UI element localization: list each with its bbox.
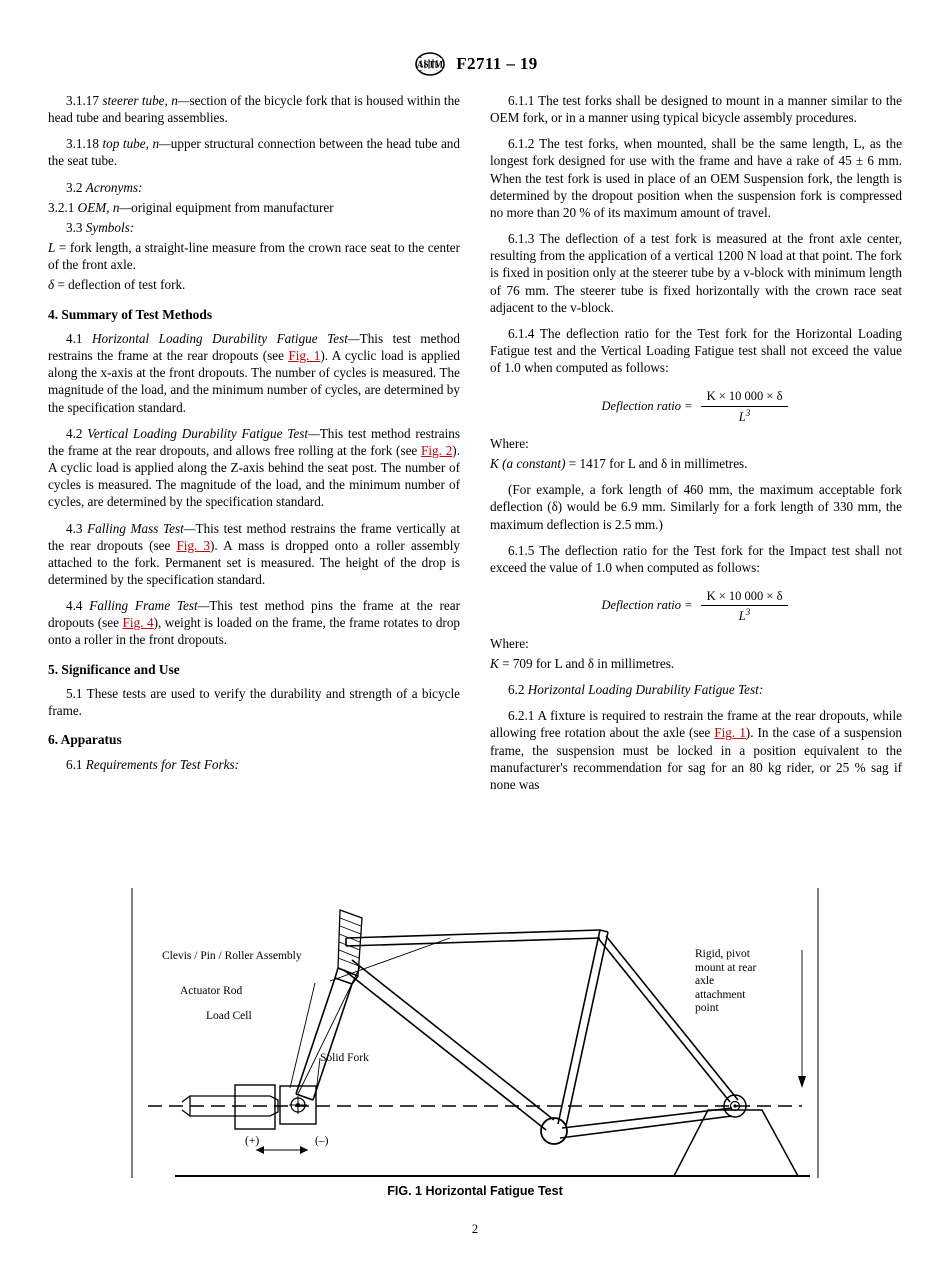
para-text-b: ). A cyclic load is applied along the x-axis at the front dropouts. The number of cycles is measured. The magnitude of the load, and the minimum number of cycles, are determined by the specification standard. xyxy=(48,348,460,415)
para-number: 4.3 xyxy=(66,520,83,536)
right-column xyxy=(490,92,902,802)
para-number: 3.2.1 xyxy=(48,199,75,215)
figure-1-caption: FIG. 1 Horizontal Fatigue Test xyxy=(387,1184,563,1198)
symbol-text: = deflection of test fork. xyxy=(54,277,186,293)
where-label-1: Where: xyxy=(490,436,529,451)
para-text-a: This test method pins the frame at the rear dropouts (see xyxy=(48,598,460,631)
section-heading-6: 6. Apparatus xyxy=(48,732,122,748)
figure-link-fig1[interactable]: Fig. 1 xyxy=(714,725,746,741)
symbol-text: = fork length, a straight-line measure from the crown race seat to the center of the front axle. xyxy=(48,240,460,273)
para-text: section of the bicycle fork that is housed within the head tube and bearing assemblies. xyxy=(48,93,461,126)
paragraph-6-1-1 xyxy=(490,92,902,126)
para-number: 4.4 xyxy=(66,598,83,614)
para-title: Falling Frame Test— xyxy=(89,598,210,614)
para-number: 5.1 xyxy=(66,686,83,702)
equation-lhs: Deflection ratio = xyxy=(601,398,693,413)
para-number: 3.1.17 xyxy=(66,93,99,108)
para-number: 6.1.4 xyxy=(508,325,535,341)
paragraph-6-1-2 xyxy=(490,135,902,221)
defined-term: OEM, n— xyxy=(77,199,132,215)
symbol-L xyxy=(48,239,460,273)
para-text: The test forks, when mounted, shall be the same length, L, as the longest fork designed for use with the frame and have a rake of 45 ± 6 mm. When the test fork is used in place of an OEM Suspension fork, the length is determined by the dropout position when the suspension fork is compressed no more than 20 % of its maximum amount of travel. xyxy=(490,136,902,220)
where-line-1 xyxy=(490,455,902,472)
label-minus-direction: (–) xyxy=(315,1135,329,1147)
para-text-a: This test method restrains the frame at the rear dropouts (see xyxy=(48,330,460,364)
fraction xyxy=(701,588,789,625)
para-number: 4.2 xyxy=(66,425,83,441)
para-number: 6.2 xyxy=(508,682,525,698)
fraction-numerator: K × 10 000 × δ xyxy=(701,588,789,606)
defined-term: steerer tube, n— xyxy=(102,93,190,108)
constant-symbol: K xyxy=(490,655,499,671)
fraction-denominator: L xyxy=(738,609,746,624)
where-label-2: Where: xyxy=(490,635,529,651)
left-column xyxy=(48,92,460,782)
para-text: upper structural connection between the head tube and the seat tube. xyxy=(48,136,460,169)
label-plus-direction: (+) xyxy=(245,1135,260,1147)
fraction-denominator-exponent: 3 xyxy=(745,607,751,618)
paragraph-6-2-1 xyxy=(490,707,902,793)
paragraph-4-2 xyxy=(48,425,460,511)
fraction xyxy=(701,388,789,425)
equation-deflection-ratio-1 xyxy=(490,388,902,425)
subsection-title: Acronyms: xyxy=(85,179,143,195)
para-text-b: ). In the case of a suspension frame, the suspension must be locked in a position equivalent to the manufacturer's recommendation for sag for an 80 kg rider, or 25 % sag if none was xyxy=(490,725,903,792)
fraction-numerator: K × 10 000 × δ xyxy=(701,388,789,406)
para-number: 3.1.18 xyxy=(66,136,99,152)
paragraph-4-3 xyxy=(48,520,460,589)
label-solid-fork: Solid Fork xyxy=(320,1052,369,1064)
astm-logo xyxy=(412,52,448,76)
label-load-cell: Load Cell xyxy=(206,1010,252,1022)
label-rigid-pivot-mount: Rigid, pivot mount at rear axle attachment point xyxy=(695,948,757,1015)
document-title: F2711 – 19 xyxy=(456,54,538,73)
label-actuator-rod: Actuator Rod xyxy=(180,985,243,997)
para-title: Horizontal Loading Durability Fatigue Test— xyxy=(92,330,360,346)
defined-term: top tube, n— xyxy=(102,136,171,152)
para-title: Requirements for Test Forks: xyxy=(85,756,240,772)
label-clevis-pin-roller-assembly: Clevis / Pin / Roller Assembly xyxy=(162,950,302,962)
paragraph-3-3-symbols xyxy=(48,219,460,236)
symbol-delta xyxy=(48,276,460,293)
symbol-name: L xyxy=(48,240,56,256)
figure-link-fig2[interactable]: Fig. 2 xyxy=(421,442,453,458)
where-line-2 xyxy=(490,655,902,672)
figure-link-fig4[interactable]: Fig. 4 xyxy=(122,615,154,631)
figure-link-fig1[interactable]: Fig. 1 xyxy=(288,348,321,364)
figure-1 xyxy=(130,888,820,1208)
paragraph-6-1-5 xyxy=(490,542,902,576)
para-text-a: A fixture is required to restrain the frame at the rear dropouts, while allowing free rotation about the axle (see xyxy=(490,708,902,741)
paragraph-3-1-17 xyxy=(48,92,460,126)
paragraph-3-2-1 xyxy=(48,199,460,216)
para-title: Horizontal Loading Durability Fatigue Test: xyxy=(527,682,764,698)
paragraph-example: (For example, a fork length of 460 mm, the maximum acceptable fork deflection (δ) would be 6.9 mm. Similarly for a fork length of 330 mm, the maximum deflection is 2.5 mm.) xyxy=(490,482,902,532)
para-number: 3.3 xyxy=(66,219,83,235)
paragraph-5-1 xyxy=(48,685,460,719)
para-text-a: This test method restrains the frame at the rear dropouts, and allows free rolling at the fork (see xyxy=(48,425,460,458)
paragraph-6-1-4 xyxy=(490,325,902,376)
section-heading-5: 5. Significance and Use xyxy=(48,661,180,677)
para-title: Falling Mass Test— xyxy=(87,520,196,536)
para-number: 6.1.3 xyxy=(508,231,535,247)
para-title: Vertical Loading Durability Fatigue Test— xyxy=(87,425,320,441)
page-number: 2 xyxy=(471,1222,479,1236)
para-text: original equipment from manufacturer xyxy=(131,199,334,215)
para-number: 4.1 xyxy=(66,330,83,346)
para-number: 3.2 xyxy=(66,179,83,195)
fraction-denominator-exponent: 3 xyxy=(745,407,751,418)
paragraph-4-1 xyxy=(48,330,460,416)
paragraph-3-2-acronyms xyxy=(48,179,460,196)
symbol-name: δ xyxy=(48,277,55,293)
para-number: 6.1 xyxy=(66,756,83,772)
paragraph-3-1-18 xyxy=(48,135,460,169)
para-text-a: This test method restrains the frame vertically at the rear dropouts (see xyxy=(48,520,460,553)
para-text: The deflection ratio for the Test fork for the Impact test shall not exceed the value of 1.0 when computed as follows: xyxy=(490,542,902,575)
subsection-title: Symbols: xyxy=(85,219,135,235)
para-number: 6.1.5 xyxy=(508,542,535,558)
para-text: The deflection of a test fork is measured at the front axle center, resulting from the application of a vertical 1200 N load at that point. The fork is fixed in position only at the steerer tube by a v-block with minimum length of 76 mm. The steerer tube is fixed horizontally with the crown race seat adjacent to the v-block. xyxy=(490,231,902,315)
constant-symbol: K (a constant) xyxy=(490,456,566,472)
paragraph-6-2 xyxy=(490,681,902,698)
fraction-denominator: L xyxy=(738,409,746,424)
para-number: 6.1.1 xyxy=(508,93,535,108)
para-text: The test forks shall be designed to mount in a manner similar to the OEM fork, or in a manner using typical bicycle assembly procedures. xyxy=(490,93,902,126)
paragraph-4-4 xyxy=(48,597,460,648)
figure-link-fig3[interactable]: Fig. 3 xyxy=(176,537,211,553)
svg-text:ASTM: ASTM xyxy=(417,59,444,70)
paragraph-6-1-3 xyxy=(490,230,902,316)
figure-1-diagram xyxy=(130,888,820,1178)
section-heading-4: 4. Summary of Test Methods xyxy=(48,306,213,322)
para-text: The deflection ratio for the Test fork for the Horizontal Loading Fatigue test and the Vertical Loading Fatigue test shall not exceed the value of 1.0 when computed as follows: xyxy=(490,325,902,376)
para-text: These tests are used to verify the durability and strength of a bicycle frame. xyxy=(48,686,461,719)
paragraph-6-1 xyxy=(48,756,460,773)
para-number: 6.2.1 xyxy=(508,708,535,724)
para-text-b: ). A mass is dropped onto a roller assembly attached to the fork. Permanent set is measured. The height of the drop is determined by the specification standard. xyxy=(48,537,460,588)
para-text-b: ). A cyclic load is applied along the Z-axis behind the seat post. The number of cycles is measured. The magnitude of the load, and the minimum number of cycles, are determined by the specification standard. xyxy=(48,442,460,510)
page-header xyxy=(0,52,950,81)
constant-value: = 1417 for L and δ in millimetres. xyxy=(565,456,748,472)
para-number: 6.1.2 xyxy=(508,136,535,152)
equation-deflection-ratio-2 xyxy=(490,588,902,625)
constant-value: = 709 for L and δ in millimetres. xyxy=(498,655,675,671)
para-text-b: ), weight is loaded on the frame, the frame rotates to drop onto a roller in the front dropouts. xyxy=(48,615,461,648)
equation-lhs: Deflection ratio = xyxy=(601,598,693,613)
